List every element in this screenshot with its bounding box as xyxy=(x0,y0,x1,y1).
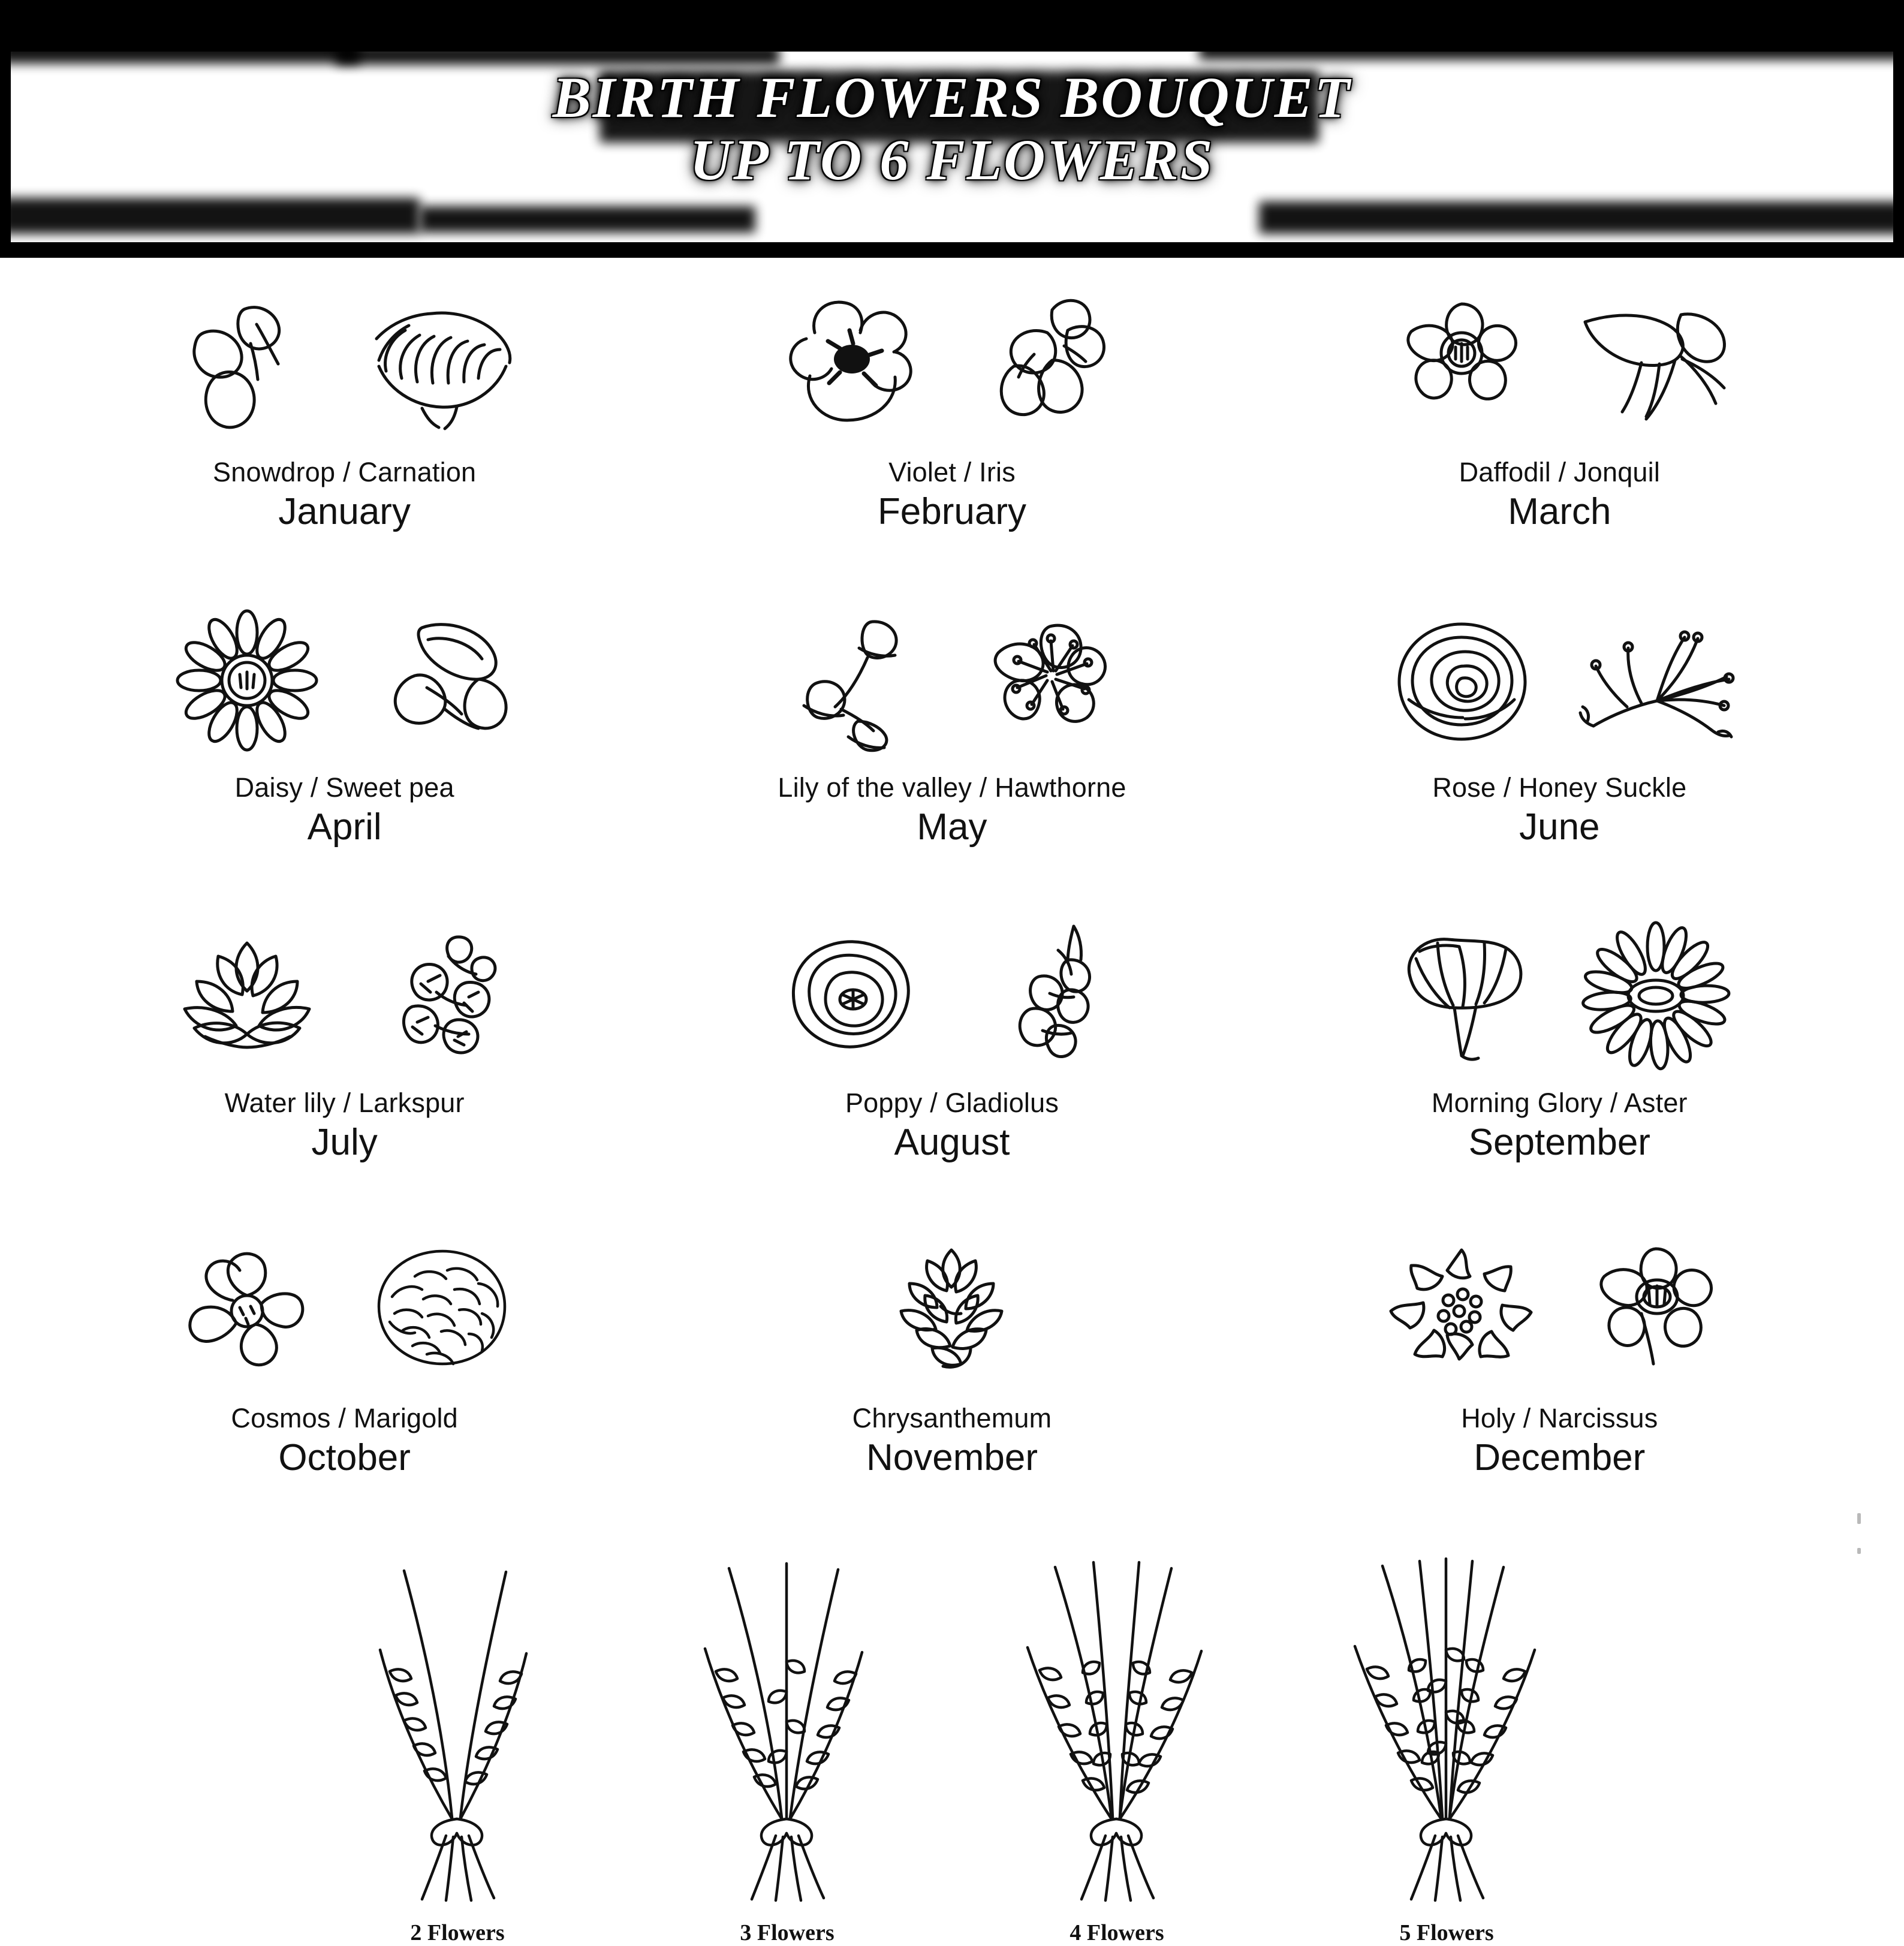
daffodil-icon xyxy=(1375,288,1549,444)
scan-artifact xyxy=(1857,1548,1861,1554)
month-cell-september[interactable] xyxy=(1256,910,1863,1225)
month-cell-august[interactable] xyxy=(648,910,1255,1225)
sweet-pea-icon xyxy=(355,604,529,760)
banner-title-line-2: UP TO 6 FLOWERS xyxy=(689,128,1215,192)
flower-names-label: Daffodil / Jonquil xyxy=(1459,457,1661,487)
bouquet-label: 5 Flowers xyxy=(1399,1920,1494,1945)
month-cell-december[interactable] xyxy=(1256,1225,1863,1541)
bouquet-option-4[interactable] xyxy=(952,1554,1282,1946)
month-label: August xyxy=(894,1122,1010,1163)
month-label: December xyxy=(1474,1437,1646,1478)
month-label: April xyxy=(307,806,382,848)
bouquet-option-3[interactable] xyxy=(622,1554,952,1946)
hawthorne-icon xyxy=(962,604,1136,760)
bouquet-3-icon xyxy=(658,1554,916,1914)
violet-icon xyxy=(768,288,942,444)
month-cell-january[interactable] xyxy=(41,279,648,595)
bouquet-option-2[interactable] xyxy=(293,1554,622,1946)
month-cell-october[interactable] xyxy=(41,1225,648,1541)
chrysanthemum-icon xyxy=(865,1234,1039,1390)
flower-names-label: Poppy / Gladiolus xyxy=(845,1088,1059,1118)
bouquet-label: 3 Flowers xyxy=(740,1920,834,1945)
flower-names-label: Violet / Iris xyxy=(888,457,1016,487)
month-cell-april[interactable] xyxy=(41,595,648,910)
month-cell-november[interactable] xyxy=(648,1225,1255,1541)
marigold-icon xyxy=(355,1234,529,1390)
month-label: July xyxy=(311,1122,378,1163)
flower-names-label: Morning Glory / Aster xyxy=(1431,1088,1688,1118)
month-cell-february[interactable] xyxy=(648,279,1255,595)
flower-illustrations xyxy=(1375,1225,1743,1399)
gladiolus-icon xyxy=(962,919,1136,1075)
month-label: March xyxy=(1508,491,1611,532)
flower-names-label: Chrysanthemum xyxy=(852,1403,1052,1433)
month-label: February xyxy=(877,491,1027,532)
scan-artifact xyxy=(1857,1513,1861,1524)
narcissus-icon xyxy=(1569,1234,1743,1390)
bouquet-4-icon xyxy=(988,1554,1246,1914)
bouquet-label: 4 Flowers xyxy=(1070,1920,1164,1945)
holly-icon xyxy=(1375,1234,1549,1390)
flower-illustrations xyxy=(1375,279,1743,453)
flower-illustrations xyxy=(161,1225,529,1399)
flower-names-label: Water lily / Larkspur xyxy=(224,1088,465,1118)
aster-icon xyxy=(1569,919,1743,1075)
snowdrop-icon xyxy=(161,288,335,444)
rose-icon xyxy=(1375,604,1549,760)
morning-glory-icon xyxy=(1375,919,1549,1075)
cosmos-icon xyxy=(161,1234,335,1390)
flower-names-label: Cosmos / Marigold xyxy=(231,1403,458,1433)
flower-names-label: Holy / Narcissus xyxy=(1461,1403,1658,1433)
flower-illustrations xyxy=(865,1225,1039,1399)
flower-illustrations xyxy=(161,595,529,769)
poppy-icon xyxy=(768,919,942,1075)
month-label: May xyxy=(917,806,987,848)
flower-names-label: Rose / Honey Suckle xyxy=(1432,772,1687,803)
flower-illustrations xyxy=(768,910,1136,1084)
flower-illustrations xyxy=(1375,910,1743,1084)
month-cell-march[interactable] xyxy=(1256,279,1863,595)
banner-title xyxy=(0,0,1904,258)
month-label: September xyxy=(1468,1122,1650,1163)
water-lily-icon xyxy=(161,919,335,1075)
banner-title-line-1: BIRTH FLOWERS BOUQUET xyxy=(552,65,1352,130)
flower-illustrations xyxy=(161,279,529,453)
bouquet-label: 2 Flowers xyxy=(410,1920,505,1945)
jonquil-icon xyxy=(1569,288,1743,444)
bouquet-5-icon xyxy=(1318,1554,1575,1914)
month-label: January xyxy=(278,491,411,532)
carnation-icon xyxy=(355,288,529,444)
month-cell-may[interactable] xyxy=(648,595,1255,910)
flower-illustrations xyxy=(1375,595,1743,769)
birth-flower-grid xyxy=(41,279,1863,1541)
flower-names-label: Snowdrop / Carnation xyxy=(213,457,477,487)
lily-of-the-valley-icon xyxy=(768,604,942,760)
iris-icon xyxy=(962,288,1136,444)
flower-illustrations xyxy=(161,910,529,1084)
month-label: October xyxy=(278,1437,411,1478)
header-banner xyxy=(0,0,1904,258)
daisy-icon xyxy=(161,604,335,760)
month-cell-june[interactable] xyxy=(1256,595,1863,910)
month-cell-july[interactable] xyxy=(41,910,648,1225)
flower-names-label: Daisy / Sweet pea xyxy=(234,772,454,803)
bouquet-options-row xyxy=(293,1554,1611,1946)
flower-names-label: Lily of the valley / Hawthorne xyxy=(778,772,1126,803)
honey-suckle-icon xyxy=(1569,604,1743,760)
flower-illustrations xyxy=(768,279,1136,453)
larkspur-icon xyxy=(355,919,529,1075)
flower-illustrations xyxy=(768,595,1136,769)
bouquet-option-5[interactable] xyxy=(1282,1554,1611,1946)
month-label: June xyxy=(1519,806,1600,848)
bouquet-2-icon xyxy=(329,1554,586,1914)
month-label: November xyxy=(866,1437,1038,1478)
